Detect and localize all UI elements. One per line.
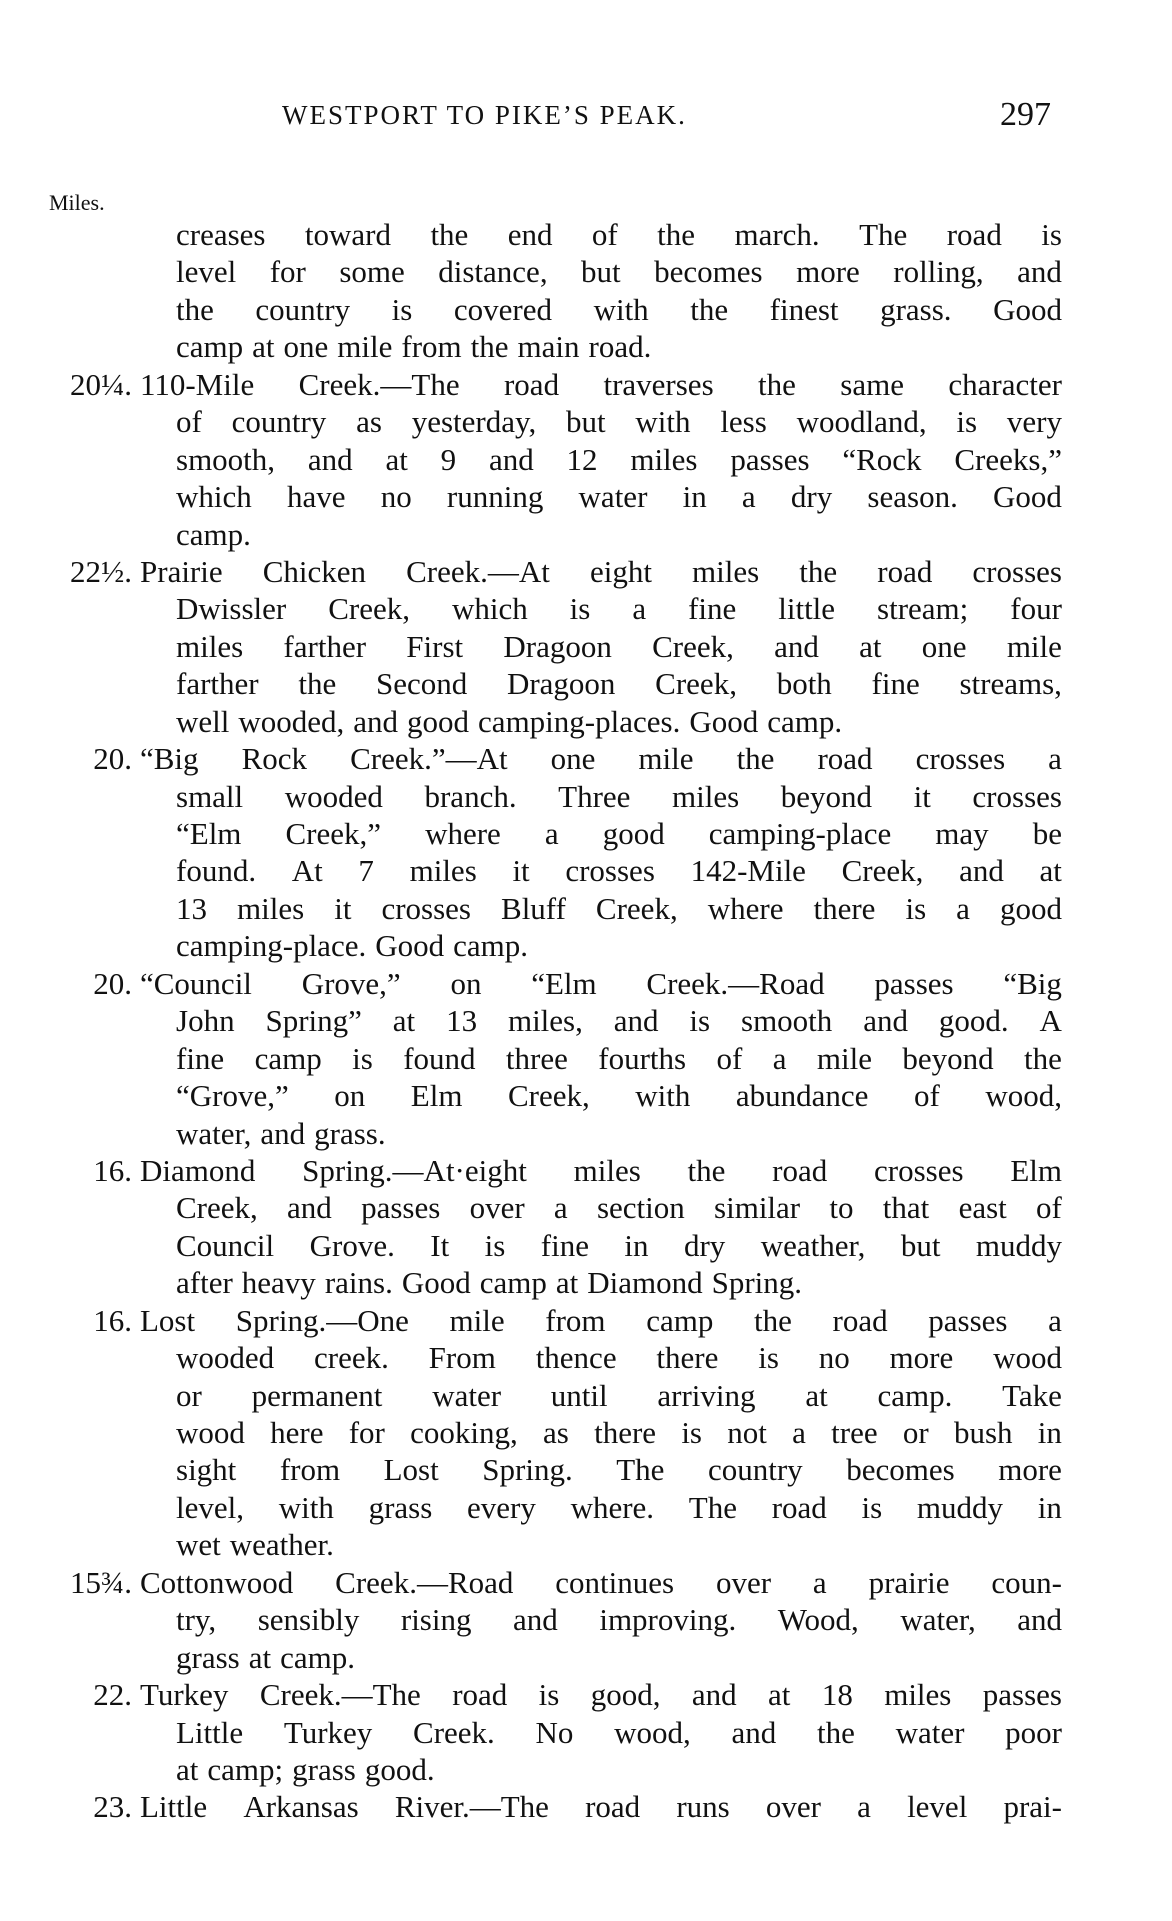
text-line (0, 1189, 1172, 1226)
text-line (0, 1451, 1172, 1488)
text-line (0, 403, 1172, 440)
line-text: farther the Second Dragoon Creek, both fine streams, (176, 666, 1062, 702)
text-line (0, 366, 1172, 403)
text-line (0, 1040, 1172, 1077)
text-line (0, 1115, 1172, 1152)
itinerary-entry (0, 366, 1172, 553)
line-text: sight from Lost Spring. The country becomes more (176, 1452, 1062, 1488)
line-text: Dwissler Creek, which is a fine little stream; four (176, 591, 1062, 627)
line-text: Diamond Spring.—At·eight miles the road crosses Elm (140, 1152, 1062, 1188)
line-text: John Spring” at 13 miles, and is smooth and good. A (176, 1003, 1062, 1039)
line-text: Little Turkey Creek. No wood, and the water poor (176, 1714, 1062, 1750)
line-text: “Elm Creek,” where a good camping-place may be (176, 816, 1062, 851)
line-text: camping-place. Good camp. (176, 928, 528, 964)
line-text: 110-Mile Creek.—The road traverses the same character (140, 366, 1062, 402)
line-text: wet weather. (176, 1527, 334, 1563)
text-line (0, 1564, 1172, 1601)
line-text: Council Grove. It is fine in dry weather, but muddy (176, 1227, 1062, 1263)
line-text: Prairie Chicken Creek.—At eight miles the road crosses (140, 553, 1062, 589)
text-line (0, 1676, 1172, 1713)
miles-number: 15¾. (70, 1564, 132, 1600)
running-title: WESTPORT TO PIKE’S PEAK. (282, 100, 687, 130)
line-text: wooded creek. From thence there is no more wood (176, 1340, 1062, 1376)
text-line (0, 1639, 1172, 1676)
line-text: water, and grass. (176, 1115, 386, 1151)
miles-number: 20. (93, 741, 132, 777)
miles-number: 22. (93, 1677, 132, 1713)
line-text: level for some distance, but becomes more rolling, and (176, 254, 1062, 290)
line-text: found. At 7 miles it crosses 142-Mile Creek, and at (176, 853, 1062, 889)
text-line (0, 216, 1172, 253)
miles-number: 23. (93, 1789, 132, 1825)
text-line (0, 1601, 1172, 1638)
line-text: Turkey Creek.—The road is good, and at 18 miles passes (140, 1677, 1062, 1713)
text-line (0, 1302, 1172, 1339)
text-line (0, 815, 1172, 852)
text-line (0, 1152, 1172, 1189)
itinerary-entry (0, 1564, 1172, 1676)
text-line (0, 1526, 1172, 1563)
line-text: at camp; grass good. (176, 1751, 435, 1787)
miles-number: 20¼. (70, 366, 132, 402)
line-text: “Big Rock Creek.”—At one mile the road crosses a (140, 741, 1062, 777)
text-line (0, 590, 1172, 627)
line-text: wood here for cooking, as there is not a tree or bush in (176, 1415, 1062, 1450)
line-text: miles farther First Dragoon Creek, and at one mile (176, 628, 1062, 664)
text-line (0, 1751, 1172, 1788)
text-line (0, 441, 1172, 478)
line-text: creases toward the end of the march. The road is (176, 217, 1062, 252)
line-text: smooth, and at 9 and 12 miles passes “Rock Creeks,” (176, 441, 1062, 477)
itinerary-entry (0, 1788, 1172, 1825)
line-text: after heavy rains. Good camp at Diamond Spring. (176, 1265, 803, 1301)
line-text: camp at one mile from the main road. (176, 329, 652, 365)
text-line (0, 253, 1172, 290)
itinerary-entry (0, 553, 1172, 740)
page-number: 297 (1000, 96, 1051, 133)
text-line (0, 1788, 1172, 1825)
itinerary-entry (0, 1676, 1172, 1788)
text-line (0, 328, 1172, 365)
itinerary-entry (0, 216, 1172, 366)
text-line (0, 740, 1172, 777)
line-text: fine camp is found three fourths of a mile beyond the (176, 1040, 1062, 1076)
text-line (0, 1264, 1172, 1301)
line-text: try, sensibly rising and improving. Wood, water, and (176, 1602, 1062, 1638)
line-text: 13 miles it crosses Bluff Creek, where there is a good (176, 890, 1062, 926)
line-text: grass at camp. (176, 1639, 355, 1675)
text-line (0, 1227, 1172, 1264)
text-line (0, 478, 1172, 515)
line-text: well wooded, and good camping-places. Good camp. (176, 703, 843, 739)
line-text: “Council Grove,” on “Elm Creek.—Road passes “Big (140, 965, 1062, 1001)
line-text: camp. (176, 516, 251, 552)
miles-number: 16. (93, 1302, 132, 1338)
line-text: “Grove,” on Elm Creek, with abundance of wood, (176, 1078, 1062, 1114)
miles-number: 22½. (70, 553, 132, 589)
line-text: which have no running water in a dry season. Good (176, 479, 1062, 515)
text-line (0, 890, 1172, 927)
text-line (0, 516, 1172, 553)
text-line (0, 1377, 1172, 1414)
text-line (0, 703, 1172, 740)
text-line (0, 852, 1172, 889)
text-line (0, 628, 1172, 665)
text-line (0, 553, 1172, 590)
miles-number: 16. (93, 1152, 132, 1188)
line-text: Cottonwood Creek.—Road continues over a prairie coun- (140, 1564, 1062, 1600)
itinerary-entry (0, 1302, 1172, 1564)
line-text: of country as yesterday, but with less woodland, is very (176, 404, 1062, 440)
line-text: Lost Spring.—One mile from camp the road passes a (140, 1302, 1062, 1338)
text-line (0, 1714, 1172, 1751)
text-line (0, 778, 1172, 815)
text-line (0, 1077, 1172, 1114)
line-text: level, with grass every where. The road is muddy in (176, 1489, 1062, 1525)
text-line (0, 1339, 1172, 1376)
line-text: or permanent water until arriving at camp. Take (176, 1377, 1062, 1413)
text-line (0, 927, 1172, 964)
text-line (0, 1002, 1172, 1039)
text-line (0, 965, 1172, 1002)
itinerary-entry (0, 740, 1172, 965)
text-line (0, 1489, 1172, 1526)
line-text: Creek, and passes over a section similar to that east of (176, 1190, 1062, 1226)
text-line (0, 291, 1172, 328)
miles-column-label: Miles. (49, 190, 105, 215)
itinerary-body (0, 216, 1172, 1826)
text-line (0, 665, 1172, 702)
page-header (0, 96, 1172, 140)
itinerary-entry (0, 1152, 1172, 1302)
text-line (0, 1414, 1172, 1451)
line-text: the country is covered with the finest grass. Good (176, 291, 1062, 327)
miles-number: 20. (93, 965, 132, 1001)
itinerary-entry (0, 965, 1172, 1152)
line-text: Little Arkansas River.—The road runs over a level prai- (140, 1789, 1062, 1825)
line-text: small wooded branch. Three miles beyond it crosses (176, 778, 1062, 814)
